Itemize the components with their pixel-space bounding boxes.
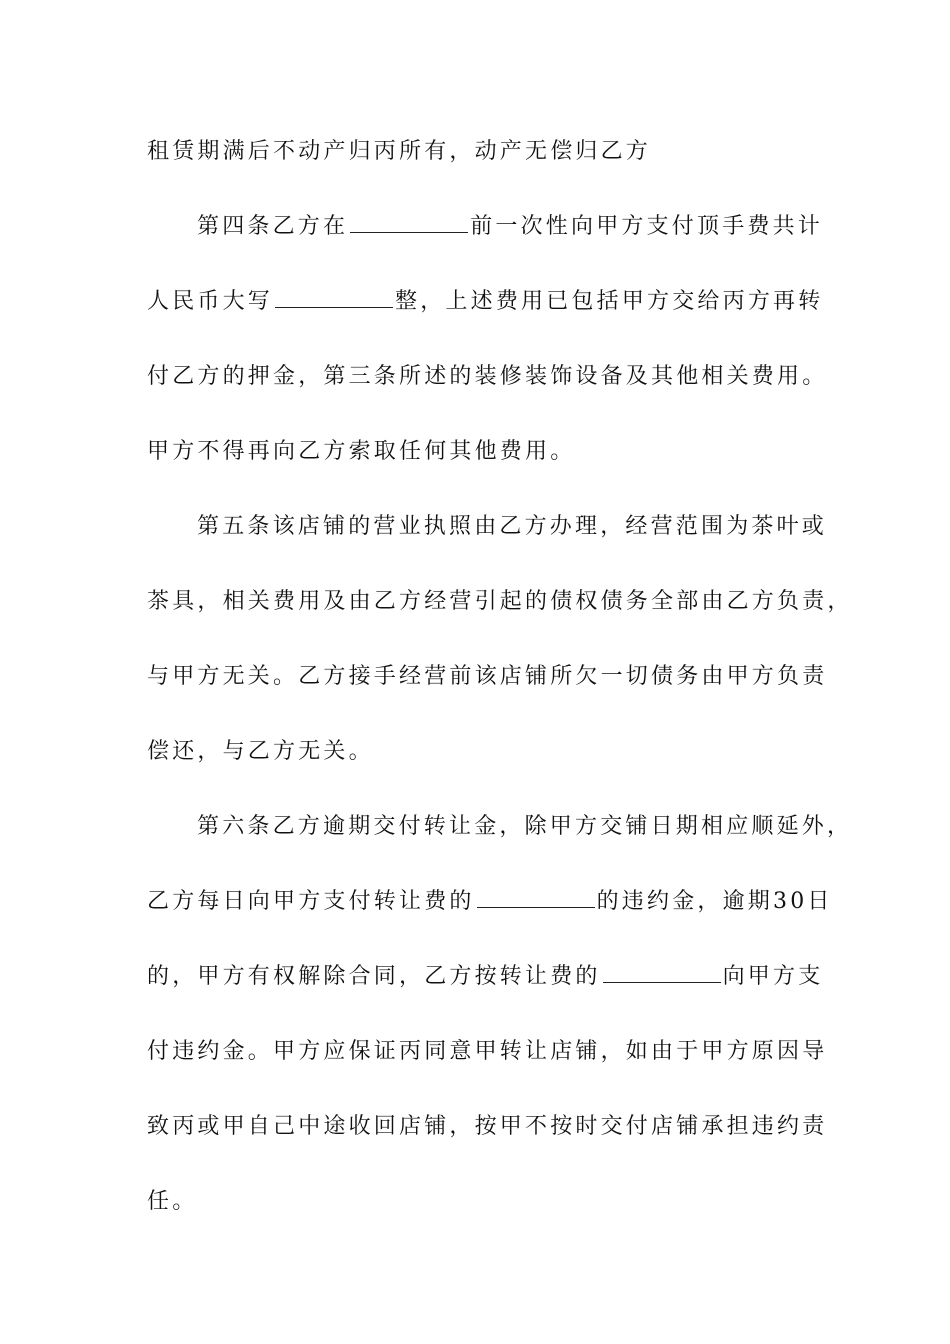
article-6-line-4 (147, 1037, 827, 1067)
article-6-line-5 (147, 1112, 827, 1142)
blank-field (477, 889, 595, 908)
line-text: 整，上述费用已包括甲方交给丙方再转 (395, 289, 824, 314)
article-6-line-6 (147, 1187, 827, 1217)
blank-field (603, 964, 721, 983)
line-text: 人民币大写 (147, 289, 274, 314)
line-text: 任。 (147, 1189, 198, 1214)
line-text: 租赁期满后不动产归丙所有，动产无偿归乙方 (147, 139, 652, 164)
article-5-line-2 (147, 587, 853, 617)
article-6-line-3 (147, 962, 827, 992)
blank-field (350, 214, 468, 233)
blank-field (275, 289, 393, 308)
line-text: 的，甲方有权解除合同，乙方按转让费的 (147, 964, 601, 989)
line-text: 第四条乙方在 (197, 214, 349, 239)
article-5-line-3 (147, 662, 827, 692)
line-text: 茶具，相关费用及由乙方经营引起的债权债务全部由乙方负责， (147, 589, 853, 614)
article-5-line-1 (197, 512, 877, 542)
line-text: 甲方不得再向乙方索取任何其他费用。 (147, 439, 576, 464)
article-5-line-4 (147, 737, 827, 767)
line-text: 付乙方的押金，第三条所述的装修装饰设备及其他相关费用。 (147, 364, 828, 389)
line-text: 乙方每日向甲方支付转让费的 (147, 889, 475, 914)
line-text: 的违约金，逾期30日 (596, 889, 833, 914)
line-text: 第五条该店铺的营业执照由乙方办理，经营范围为茶叶或 (197, 514, 828, 539)
line-text: 向甲方支 (722, 964, 824, 989)
line-text: 与甲方无关。乙方接手经营前该店铺所欠一切债务由甲方负责 (147, 664, 828, 689)
article-4-line-4 (147, 437, 827, 467)
line-text: 前一次性向甲方支付顶手费共计 (470, 214, 824, 239)
article-6-line-2 (147, 887, 833, 917)
article-6-line-1 (197, 812, 877, 842)
line-text: 偿还，与乙方无关。 (147, 739, 374, 764)
article-4-line-3 (147, 362, 827, 392)
line-text: 付违约金。甲方应保证丙同意甲转让店铺，如由于甲方原因导 (147, 1039, 828, 1064)
article-4-line-2 (147, 287, 827, 317)
line-text: 致丙或甲自己中途收回店铺，按甲不按时交付店铺承担违约责 (147, 1114, 828, 1139)
article-4-line-1 (197, 212, 877, 242)
line-text: 第六条乙方逾期交付转让金，除甲方交铺日期相应顺延外， (197, 814, 853, 839)
text-line (147, 137, 827, 167)
